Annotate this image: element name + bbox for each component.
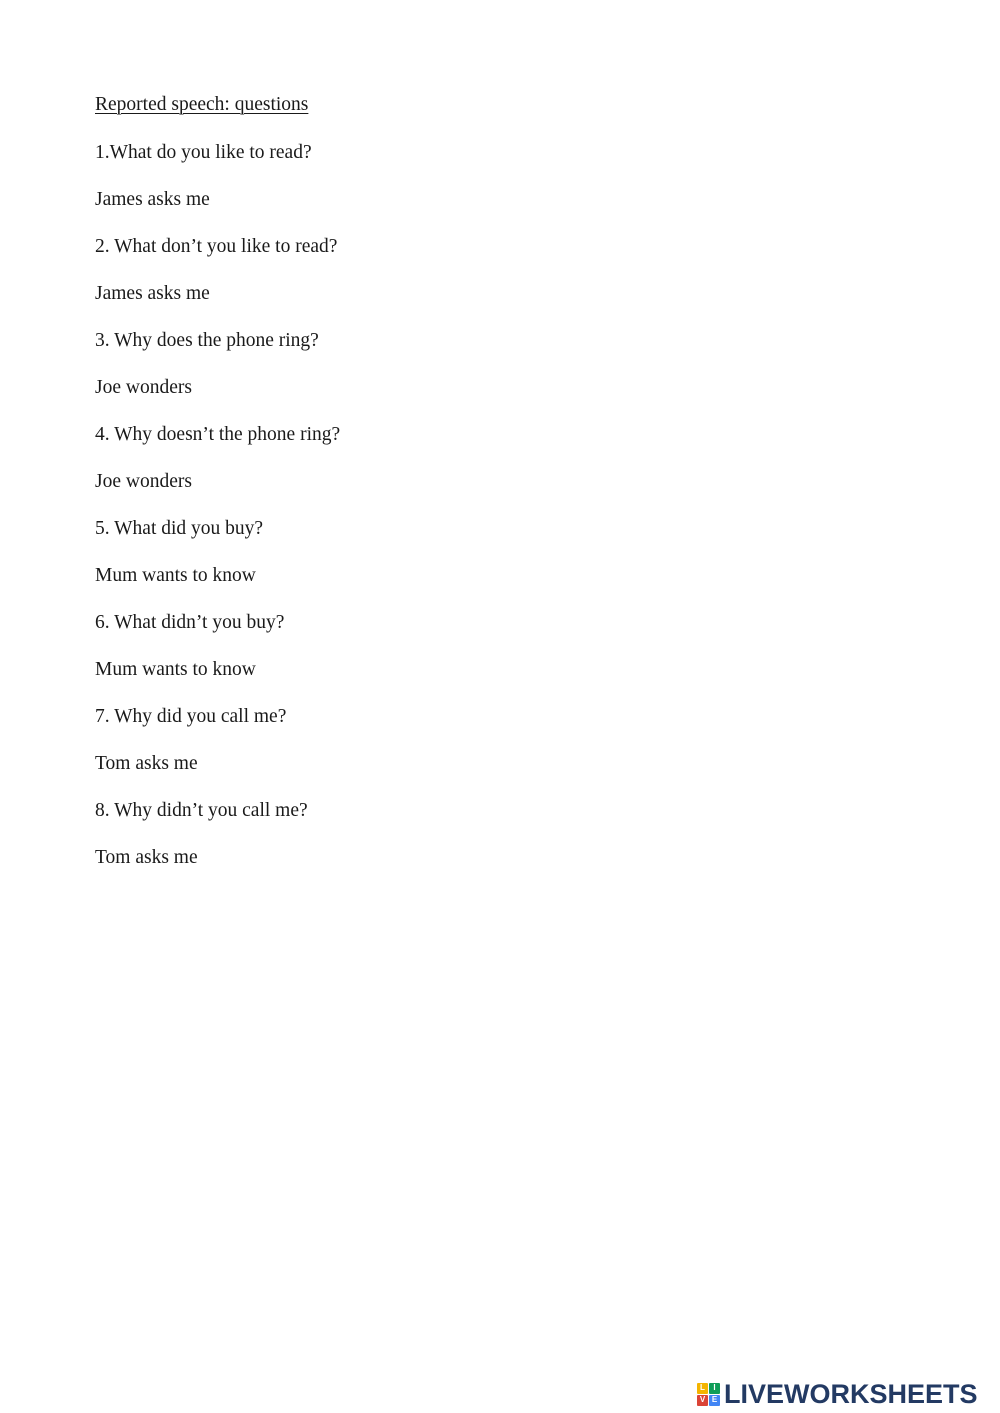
question-5: 5. What did you buy? (95, 518, 264, 539)
answer-prompt-1: James asks me (95, 189, 210, 210)
question-6: 6. What didn’t you buy? (95, 612, 285, 633)
question-2: 2. What don’t you like to read? (95, 236, 338, 257)
question-3: 3. Why does the phone ring? (95, 330, 319, 351)
question-1: 1.What do you like to read? (95, 142, 312, 163)
answer-prompt-5: Mum wants to know (95, 565, 256, 586)
answer-prompt-6: Mum wants to know (95, 659, 256, 680)
logo-mark-tile: I (709, 1383, 720, 1394)
liveworksheets-logo (697, 1376, 978, 1412)
question-8: 8. Why didn’t you call me? (95, 800, 308, 821)
worksheet-title: Reported speech: questions (95, 94, 309, 115)
logo-mark-tile: L (697, 1383, 708, 1394)
answer-prompt-3: Joe wonders (95, 377, 192, 398)
answer-prompt-7: Tom asks me (95, 753, 198, 774)
answer-prompt-4: Joe wonders (95, 471, 192, 492)
logo-text: LIVEWORKSHEETS (724, 1378, 978, 1409)
answer-prompt-8: Tom asks me (95, 847, 198, 868)
question-4: 4. Why doesn’t the phone ring? (95, 424, 341, 445)
answer-prompt-2: James asks me (95, 283, 210, 304)
logo-mark-tile: V (697, 1395, 708, 1406)
question-7: 7. Why did you call me? (95, 706, 287, 727)
logo-mark-tile: E (709, 1395, 720, 1406)
logo-mark-icon (697, 1383, 720, 1406)
